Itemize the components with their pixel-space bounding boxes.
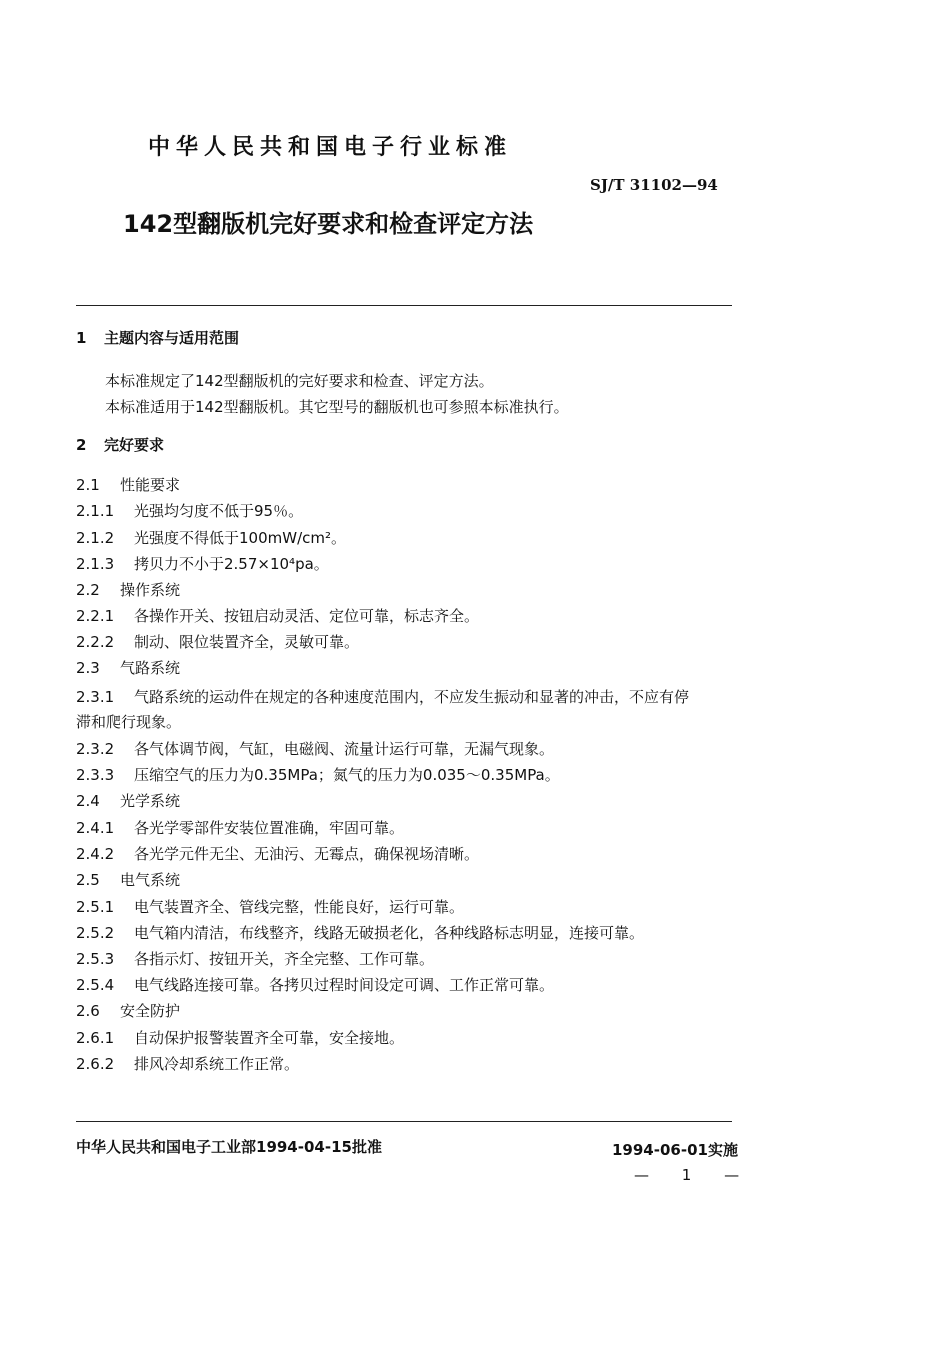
section-2-heading bbox=[76, 434, 164, 455]
clause: 2.3 气路系统 bbox=[76, 659, 181, 677]
clause: 2.2.1 各操作开关、按钮启动灵活、定位可靠，标志齐全。 bbox=[76, 607, 480, 625]
standard-code: SJ/T 31102—94 bbox=[590, 176, 718, 194]
clause: 2.5.4 电气线路连接可靠。各拷贝过程时间设定可调、工作正常可靠。 bbox=[76, 976, 555, 994]
clause: 2.4.2 各光学元件无尘、无油污、无霉点，确保视场清晰。 bbox=[76, 845, 480, 863]
section-1-heading bbox=[76, 327, 239, 348]
clause: 2.4 光学系统 bbox=[76, 792, 181, 810]
org-title: 中华人民共和国电子行业标准 bbox=[148, 135, 513, 160]
page-number: — 1 — bbox=[634, 1166, 754, 1184]
clause: 2.1.3 拷贝力不小于2.57×10⁴pa。 bbox=[76, 555, 329, 573]
clause: 2.3.2 各气体调节阀，气缸，电磁阀、流量计运行可靠，无漏气现象。 bbox=[76, 740, 555, 758]
document-title: 142型翻版机完好要求和检查评定方法 bbox=[123, 210, 534, 238]
approval-note: 中华人民共和国电子工业部1994-04-15批准 bbox=[76, 1138, 382, 1156]
clause: 2.6.1 自动保护报警装置齐全可靠，安全接地。 bbox=[76, 1029, 405, 1047]
clause: 2.3.3 压缩空气的压力为0.35MPa；氮气的压力为0.035～0.35MPa。 bbox=[76, 766, 560, 784]
effective-date: 1994-06-01实施 bbox=[612, 1141, 738, 1159]
paragraph: 本标准规定了142型翻版机的完好要求和检查、评定方法。 bbox=[105, 372, 494, 390]
clause-continuation: 滞和爬行现象。 bbox=[76, 713, 182, 731]
clause: 2.5.1 电气装置齐全、管线完整，性能良好，运行可靠。 bbox=[76, 898, 465, 916]
clause: 2.5.3 各指示灯、按钮开关，齐全完整、工作可靠。 bbox=[76, 950, 435, 968]
section-title: 完好要求 bbox=[104, 436, 165, 454]
section-number: 1 bbox=[76, 329, 87, 347]
clause: 2.4.1 各光学零部件安装位置准确，牢固可靠。 bbox=[76, 819, 405, 837]
header-rule bbox=[76, 305, 732, 306]
clause: 2.2 操作系统 bbox=[76, 581, 181, 599]
clause: 2.1.2 光强度不得低于100mW/cm²。 bbox=[76, 529, 347, 547]
clause: 2.6 安全防护 bbox=[76, 1002, 181, 1020]
section-title: 主题内容与适用范围 bbox=[104, 329, 240, 347]
section-number: 2 bbox=[76, 436, 87, 454]
clause: 2.5 电气系统 bbox=[76, 871, 181, 889]
clause: 2.2.2 制动、限位装置齐全，灵敏可靠。 bbox=[76, 633, 360, 651]
clause: 2.3.1 气路系统的运动件在规定的各种速度范围内，不应发生振动和显著的冲击，不应有停 bbox=[76, 688, 690, 706]
clause: 2.5.2 电气箱内清洁，布线整齐，线路无破损老化，各种线路标志明显，连接可靠。 bbox=[76, 924, 645, 942]
footer-rule bbox=[76, 1121, 732, 1122]
paragraph: 本标准适用于142型翻版机。其它型号的翻版机也可参照本标准执行。 bbox=[105, 398, 569, 416]
clause: 2.6.2 排风冷却系统工作正常。 bbox=[76, 1055, 300, 1073]
clause: 2.1 性能要求 bbox=[76, 476, 181, 494]
clause: 2.1.1 光强均匀度不低于95％。 bbox=[76, 502, 304, 520]
